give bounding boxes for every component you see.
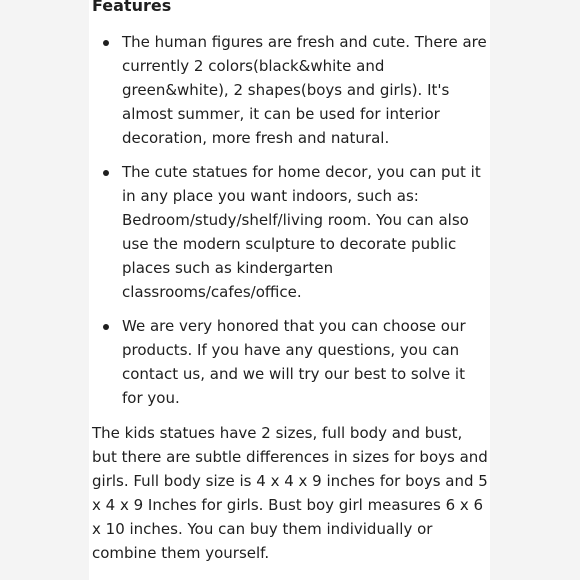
features-list xyxy=(92,30,488,420)
feature-item-support xyxy=(92,314,488,410)
size-summary-paragraph: The kids statues have 2 sizes, full body and bust, but there are subtle differences in sizes for boys and girls. Full body size is 4 x 4 x 9 inches for boys and 5 x 4 x 9 Inches for girls. Bust boy girl measures 6 x 6 x 10 inches. You can buy them individually or combine them yourself. xyxy=(92,424,488,562)
bullet-icon xyxy=(103,40,109,46)
feature-item-placement xyxy=(92,160,488,304)
bullet-icon xyxy=(103,170,109,176)
description-panel xyxy=(89,0,490,580)
bullet-icon xyxy=(103,324,109,330)
feature-item-design xyxy=(92,30,488,150)
feature-text: The cute statues for home decor, you can put it in any place you want indoors, such as: Bedroom/study/shelf/living room. You can also use the modern sculpture to decorate public places such as kindergarten classrooms/cafes/office. xyxy=(122,163,481,301)
feature-text: The human figures are fresh and cute. There are currently 2 colors(black&white and green&white), 2 shapes(boys and girls). It's almost summer, it can be used for interior decoration, more fresh and natural. xyxy=(122,33,487,147)
feature-text: We are very honored that you can choose our products. If you have any questions, you can contact us, and we will try our best to solve it for you. xyxy=(122,317,466,407)
features-heading: Features xyxy=(92,0,172,15)
